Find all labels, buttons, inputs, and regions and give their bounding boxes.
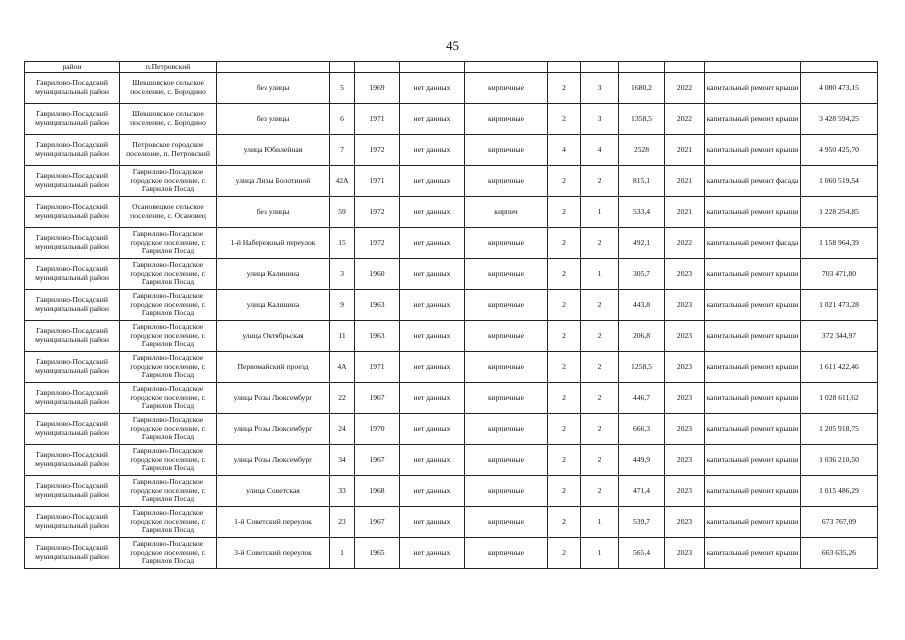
house-cell: 33	[330, 476, 355, 507]
cost-cell: 1 015 486,29	[801, 476, 878, 507]
area-cell: 539,7	[619, 507, 665, 538]
continuation-district-cell: район	[25, 62, 120, 73]
year-plan-cell: 2023	[665, 321, 705, 352]
year-plan-cell: 2023	[665, 414, 705, 445]
walls-cell: кирпичные	[465, 321, 548, 352]
street-cell: улица Лизы Болотиной	[217, 166, 330, 197]
cost-cell: 4 080 473,15	[801, 73, 878, 104]
area-cell: 815,1	[619, 166, 665, 197]
house-cell: 59	[330, 197, 355, 228]
area-cell: 1258,5	[619, 352, 665, 383]
entrances-cell: 2	[581, 290, 619, 321]
table-row	[25, 228, 878, 259]
street-cell: улица Советская	[217, 476, 330, 507]
house-cell: 23	[330, 507, 355, 538]
continuation-settlement-cell: п.Петровский	[120, 62, 217, 73]
area-cell: 2528	[619, 135, 665, 166]
work-cell: капитальный ремонт крыши	[705, 290, 801, 321]
table-row	[25, 259, 878, 290]
year-built-cell: 1972	[355, 197, 400, 228]
settlement-cell: Шекшовское сельское поселение, с. Бородино	[120, 73, 217, 104]
area-cell: 565,4	[619, 538, 665, 569]
year-built-cell: 1971	[355, 104, 400, 135]
continuation-row	[25, 62, 878, 73]
house-cell: 34	[330, 445, 355, 476]
walls-cell: кирпичные	[465, 104, 548, 135]
entrances-cell: 1	[581, 538, 619, 569]
table-row	[25, 352, 878, 383]
year-priv-cell: нет данных	[400, 476, 465, 507]
area-cell: 1680,2	[619, 73, 665, 104]
year-priv-cell: нет данных	[400, 538, 465, 569]
housing-register-table	[24, 61, 878, 569]
year-priv-cell: нет данных	[400, 73, 465, 104]
house-cell: 15	[330, 228, 355, 259]
year-plan-cell: 2021	[665, 135, 705, 166]
district-cell: Гаврилово-Посадский муниципальный район	[25, 321, 120, 352]
year-built-cell: 1972	[355, 228, 400, 259]
district-cell: Гаврилово-Посадский муниципальный район	[25, 414, 120, 445]
floors-cell: 2	[548, 290, 581, 321]
street-cell: улица Калинина	[217, 259, 330, 290]
house-cell: 22	[330, 383, 355, 414]
walls-cell: кирпич	[465, 197, 548, 228]
street-cell: улица Юбилейная	[217, 135, 330, 166]
floors-cell: 2	[548, 197, 581, 228]
area-cell: 446,7	[619, 383, 665, 414]
work-cell: капитальный ремонт крыши	[705, 321, 801, 352]
entrances-cell: 2	[581, 383, 619, 414]
entrances-cell: 2	[581, 166, 619, 197]
year-priv-cell: нет данных	[400, 383, 465, 414]
work-cell: капитальный ремонт крыши	[705, 135, 801, 166]
work-cell: капитальный ремонт крыши	[705, 352, 801, 383]
year-priv-cell: нет данных	[400, 228, 465, 259]
settlement-cell: Гаврилово-Посадское городское поселение, г. Гаврилов Посад	[120, 507, 217, 538]
year-plan-cell: 2023	[665, 445, 705, 476]
floors-cell: 2	[548, 445, 581, 476]
district-cell: Гаврилово-Посадский муниципальный район	[25, 538, 120, 569]
area-cell: 443,8	[619, 290, 665, 321]
table-row	[25, 538, 878, 569]
year-plan-cell: 2023	[665, 383, 705, 414]
floors-cell: 2	[548, 383, 581, 414]
year-built-cell: 1967	[355, 383, 400, 414]
walls-cell: кирпичные	[465, 507, 548, 538]
table-row	[25, 383, 878, 414]
district-cell: Гаврилово-Посадский муниципальный район	[25, 135, 120, 166]
work-cell: капитальный ремонт крыши	[705, 476, 801, 507]
area-cell: 1358,5	[619, 104, 665, 135]
house-cell: 24	[330, 414, 355, 445]
table-row	[25, 445, 878, 476]
year-built-cell: 1968	[355, 476, 400, 507]
settlement-cell: Гаврилово-Посадское городское поселение, г. Гаврилов Посад	[120, 166, 217, 197]
house-cell: 11	[330, 321, 355, 352]
house-cell: 7	[330, 135, 355, 166]
walls-cell: кирпичные	[465, 538, 548, 569]
district-cell: Гаврилово-Посадский муниципальный район	[25, 104, 120, 135]
district-cell: Гаврилово-Посадский муниципальный район	[25, 228, 120, 259]
walls-cell: кирпичные	[465, 73, 548, 104]
walls-cell: кирпичные	[465, 414, 548, 445]
walls-cell: кирпичные	[465, 228, 548, 259]
year-plan-cell: 2023	[665, 290, 705, 321]
cost-cell: 673 767,09	[801, 507, 878, 538]
street-cell: Первомайский проезд	[217, 352, 330, 383]
work-cell: капитальный ремонт крыши	[705, 104, 801, 135]
year-built-cell: 1969	[355, 73, 400, 104]
year-plan-cell: 2023	[665, 259, 705, 290]
work-cell: капитальный ремонт крыши	[705, 259, 801, 290]
street-cell: улица Розы Люксембург	[217, 383, 330, 414]
work-cell: капитальный ремонт крыши	[705, 383, 801, 414]
floors-cell: 2	[548, 104, 581, 135]
entrances-cell: 2	[581, 352, 619, 383]
street-cell: 1-й Набережный переулок	[217, 228, 330, 259]
year-built-cell: 1971	[355, 352, 400, 383]
street-cell: улица Октябрьская	[217, 321, 330, 352]
cost-cell: 1 028 611,62	[801, 383, 878, 414]
settlement-cell: Гаврилово-Посадское городское поселение, г. Гаврилов Посад	[120, 476, 217, 507]
entrances-cell: 1	[581, 259, 619, 290]
walls-cell: кирпичные	[465, 290, 548, 321]
table-row	[25, 321, 878, 352]
floors-cell: 2	[548, 321, 581, 352]
entrances-cell: 2	[581, 228, 619, 259]
work-cell: капитальный ремонт фасада	[705, 228, 801, 259]
table-row	[25, 166, 878, 197]
year-priv-cell: нет данных	[400, 352, 465, 383]
cost-cell: 372 344,97	[801, 321, 878, 352]
area-cell: 449,9	[619, 445, 665, 476]
area-cell: 471,4	[619, 476, 665, 507]
walls-cell: кирпичные	[465, 135, 548, 166]
year-plan-cell: 2022	[665, 104, 705, 135]
settlement-cell: Гаврилово-Посадское городское поселение, г. Гаврилов Посад	[120, 290, 217, 321]
year-priv-cell: нет данных	[400, 290, 465, 321]
cost-cell: 4 950 425,70	[801, 135, 878, 166]
floors-cell: 2	[548, 538, 581, 569]
area-cell: 533,4	[619, 197, 665, 228]
street-cell: без улицы	[217, 197, 330, 228]
floors-cell: 2	[548, 166, 581, 197]
year-plan-cell: 2023	[665, 352, 705, 383]
table-row	[25, 414, 878, 445]
work-cell: капитальный ремонт крыши	[705, 538, 801, 569]
district-cell: Гаврилово-Посадский муниципальный район	[25, 445, 120, 476]
district-cell: Гаврилово-Посадский муниципальный район	[25, 259, 120, 290]
area-cell: 666,3	[619, 414, 665, 445]
cost-cell: 1 060 519,54	[801, 166, 878, 197]
house-cell: 42А	[330, 166, 355, 197]
settlement-cell: Гаврилово-Посадское городское поселение, г. Гаврилов Посад	[120, 383, 217, 414]
year-built-cell: 1970	[355, 414, 400, 445]
year-priv-cell: нет данных	[400, 135, 465, 166]
year-priv-cell: нет данных	[400, 321, 465, 352]
entrances-cell: 2	[581, 445, 619, 476]
year-priv-cell: нет данных	[400, 104, 465, 135]
table-row	[25, 135, 878, 166]
floors-cell: 2	[548, 507, 581, 538]
work-cell: капитальный ремонт крыши	[705, 197, 801, 228]
cost-cell: 663 635,26	[801, 538, 878, 569]
settlement-cell: Гаврилово-Посадское городское поселение, г. Гаврилов Посад	[120, 414, 217, 445]
year-built-cell: 1972	[355, 135, 400, 166]
walls-cell: кирпичные	[465, 476, 548, 507]
settlement-cell: Гаврилово-Посадское городское поселение, г. Гаврилов Посад	[120, 352, 217, 383]
year-built-cell: 1965	[355, 538, 400, 569]
settlement-cell: Осановецкое сельское поселение, с. Осановец	[120, 197, 217, 228]
floors-cell: 2	[548, 228, 581, 259]
year-priv-cell: нет данных	[400, 197, 465, 228]
settlement-cell: Петровское городское поселение, п. Петровский	[120, 135, 217, 166]
entrances-cell: 1	[581, 197, 619, 228]
entrances-cell: 4	[581, 135, 619, 166]
walls-cell: кирпичные	[465, 259, 548, 290]
cost-cell: 3 428 594,25	[801, 104, 878, 135]
area-cell: 492,1	[619, 228, 665, 259]
year-built-cell: 1963	[355, 321, 400, 352]
year-built-cell: 1971	[355, 166, 400, 197]
cost-cell: 1 205 918,75	[801, 414, 878, 445]
district-cell: Гаврилово-Посадский муниципальный район	[25, 383, 120, 414]
district-cell: Гаврилово-Посадский муниципальный район	[25, 290, 120, 321]
settlement-cell: Гаврилово-Посадское городское поселение, г. Гаврилов Посад	[120, 321, 217, 352]
district-cell: Гаврилово-Посадский муниципальный район	[25, 197, 120, 228]
cost-cell: 1 036 210,50	[801, 445, 878, 476]
floors-cell: 2	[548, 352, 581, 383]
street-cell: 3-й Советский переулок	[217, 538, 330, 569]
floors-cell: 2	[548, 414, 581, 445]
street-cell: 1-й Советский переулок	[217, 507, 330, 538]
cost-cell: 703 471,80	[801, 259, 878, 290]
floors-cell: 2	[548, 259, 581, 290]
table-row	[25, 507, 878, 538]
entrances-cell: 2	[581, 321, 619, 352]
house-cell: 3	[330, 259, 355, 290]
street-cell: без улицы	[217, 73, 330, 104]
house-cell: 5	[330, 73, 355, 104]
work-cell: капитальный ремонт крыши	[705, 73, 801, 104]
year-built-cell: 1960	[355, 259, 400, 290]
work-cell: капитальный ремонт фасада	[705, 166, 801, 197]
area-cell: 206,8	[619, 321, 665, 352]
table-row	[25, 197, 878, 228]
cost-cell: 1 158 964,39	[801, 228, 878, 259]
floors-cell: 4	[548, 135, 581, 166]
district-cell: Гаврилово-Посадский муниципальный район	[25, 352, 120, 383]
district-cell: Гаврилово-Посадский муниципальный район	[25, 166, 120, 197]
year-plan-cell: 2023	[665, 507, 705, 538]
floors-cell: 2	[548, 476, 581, 507]
settlement-cell: Гаврилово-Посадское городское поселение, г. Гаврилов Посад	[120, 445, 217, 476]
table-row	[25, 73, 878, 104]
entrances-cell: 3	[581, 104, 619, 135]
house-cell: 9	[330, 290, 355, 321]
year-plan-cell: 2023	[665, 476, 705, 507]
year-priv-cell: нет данных	[400, 259, 465, 290]
table-row	[25, 290, 878, 321]
work-cell: капитальный ремонт крыши	[705, 507, 801, 538]
entrances-cell: 1	[581, 507, 619, 538]
street-cell: без улицы	[217, 104, 330, 135]
district-cell: Гаврилово-Посадский муниципальный район	[25, 476, 120, 507]
walls-cell: кирпичные	[465, 352, 548, 383]
table-row	[25, 104, 878, 135]
settlement-cell: Гаврилово-Посадское городское поселение, г. Гаврилов Посад	[120, 259, 217, 290]
entrances-cell: 3	[581, 73, 619, 104]
walls-cell: кирпичные	[465, 383, 548, 414]
work-cell: капитальный ремонт крыши	[705, 414, 801, 445]
area-cell: 305,7	[619, 259, 665, 290]
house-cell: 4А	[330, 352, 355, 383]
district-cell: Гаврилово-Посадский муниципальный район	[25, 507, 120, 538]
table-row	[25, 476, 878, 507]
street-cell: улица Розы Люксембург	[217, 445, 330, 476]
year-priv-cell: нет данных	[400, 166, 465, 197]
cost-cell: 1 611 422,46	[801, 352, 878, 383]
entrances-cell: 2	[581, 476, 619, 507]
street-cell: улица Калинина	[217, 290, 330, 321]
year-priv-cell: нет данных	[400, 414, 465, 445]
entrances-cell: 2	[581, 414, 619, 445]
settlement-cell: Гаврилово-Посадское городское поселение, г. Гаврилов Посад	[120, 538, 217, 569]
floors-cell: 2	[548, 73, 581, 104]
cost-cell: 1 021 473,28	[801, 290, 878, 321]
settlement-cell: Гаврилово-Посадское городское поселение, г. Гаврилов Посад	[120, 228, 217, 259]
cost-cell: 1 228 254,85	[801, 197, 878, 228]
walls-cell: кирпичные	[465, 445, 548, 476]
settlement-cell: Шекшовское сельское поселение, с. Бородино	[120, 104, 217, 135]
year-priv-cell: нет данных	[400, 445, 465, 476]
district-cell: Гаврилово-Посадский муниципальный район	[25, 73, 120, 104]
house-cell: 1	[330, 538, 355, 569]
street-cell: улица Розы Люксембург	[217, 414, 330, 445]
year-priv-cell: нет данных	[400, 507, 465, 538]
year-plan-cell: 2022	[665, 73, 705, 104]
year-built-cell: 1963	[355, 290, 400, 321]
year-built-cell: 1967	[355, 507, 400, 538]
page-number: 45	[446, 38, 459, 53]
year-plan-cell: 2022	[665, 228, 705, 259]
year-plan-cell: 2023	[665, 538, 705, 569]
year-built-cell: 1967	[355, 445, 400, 476]
work-cell: капитальный ремонт крыши	[705, 445, 801, 476]
year-plan-cell: 2021	[665, 197, 705, 228]
house-cell: 6	[330, 104, 355, 135]
year-plan-cell: 2021	[665, 166, 705, 197]
walls-cell: кирпичные	[465, 166, 548, 197]
